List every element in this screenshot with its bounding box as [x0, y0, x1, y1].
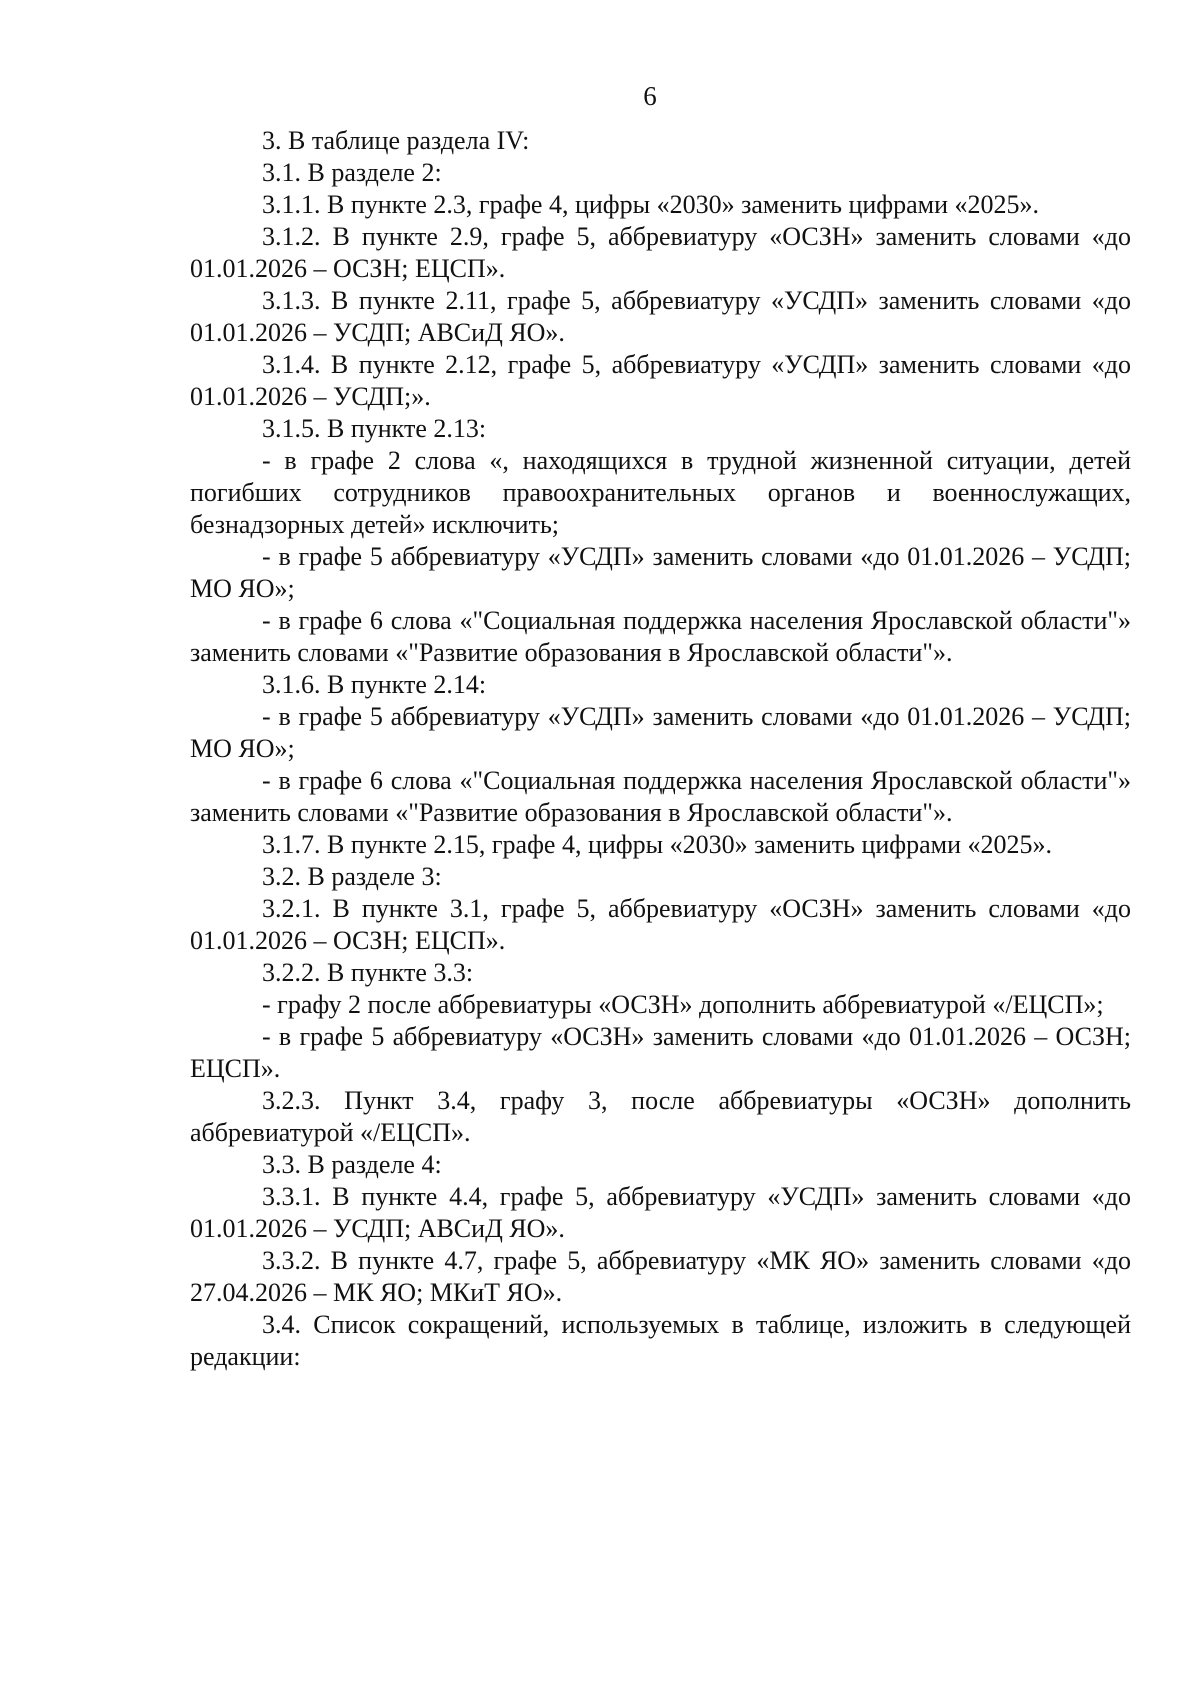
paragraph-3: 3. В таблице раздела IV:	[262, 126, 530, 155]
list-item-2-13-column-6: - в графе 6 слова «"Социальная поддержка населения Ярославской области"» заменить словами «"Развитие образования в Ярославской области"».	[190, 606, 1131, 667]
list-item-2-13-column-5: - в графе 5 аббревиатуру «УСДП» заменить словами «до 01.01.2026 – УСДП; МО ЯО»;	[190, 542, 1131, 603]
paragraph-3-1-3: 3.1.3. В пункте 2.11, графе 5, аббревиатуру «УСДП» заменить словами «до 01.01.2026 – УСДП; АВСиД ЯО».	[190, 286, 1131, 347]
paragraph-3-1-2: 3.1.2. В пункте 2.9, графе 5, аббревиатуру «ОСЗН» заменить словами «до 01.01.2026 – ОСЗН; ЕЦСП».	[190, 222, 1131, 283]
paragraph-3-1: 3.1. В разделе 2:	[262, 158, 442, 187]
list-item-2-14-column-6: - в графе 6 слова «"Социальная поддержка населения Ярославской области"» заменить словами «"Развитие образования в Ярославской области"».	[190, 766, 1131, 827]
paragraph-3-2-2: 3.2.2. В пункте 3.3:	[262, 958, 474, 987]
document-body	[190, 125, 1131, 1373]
paragraph-3-3-2: 3.3.2. В пункте 4.7, графе 5, аббревиатуру «МК ЯО» заменить словами «до 27.04.2026 – МК ЯО; МКиТ ЯО».	[190, 1246, 1131, 1307]
list-item-2-14-column-5: - в графе 5 аббревиатуру «УСДП» заменить словами «до 01.01.2026 – УСДП; МО ЯО»;	[190, 702, 1131, 763]
paragraph-3-1-4: 3.1.4. В пункте 2.12, графе 5, аббревиатуру «УСДП» заменить словами «до 01.01.2026 – УСДП;».	[190, 350, 1131, 411]
paragraph-3-2: 3.2. В разделе 3:	[262, 862, 442, 891]
paragraph-3-2-3: 3.2.3. Пункт 3.4, графу 3, после аббревиатуры «ОСЗН» дополнить аббревиатурой «/ЕЦСП».	[190, 1086, 1131, 1147]
paragraph-3-1-7: 3.1.7. В пункте 2.15, графе 4, цифры «2030» заменить цифрами «2025».	[262, 830, 1053, 859]
paragraph-3-1-6: 3.1.6. В пункте 2.14:	[262, 670, 487, 699]
list-item-2-13-column-2: - в графе 2 слова «, находящихся в трудной жизненной ситуации, детей погибших сотрудников правоохранительных органов и военнослужащих, безнадзорных детей» исключить;	[190, 446, 1131, 539]
paragraph-3-1-1: 3.1.1. В пункте 2.3, графе 4, цифры «2030» заменить цифрами «2025».	[262, 190, 1040, 219]
paragraph-3-3: 3.3. В разделе 4:	[262, 1150, 442, 1179]
paragraph-3-4: 3.4. Список сокращений, используемых в таблице, изложить в следующей редакции:	[190, 1310, 1131, 1371]
page-number: 6	[643, 81, 657, 111]
paragraph-3-1-5: 3.1.5. В пункте 2.13:	[262, 414, 487, 443]
paragraph-3-2-1: 3.2.1. В пункте 3.1, графе 5, аббревиатуру «ОСЗН» заменить словами «до 01.01.2026 – ОСЗН; ЕЦСП».	[190, 894, 1131, 955]
list-item-3-3-column-2: - графу 2 после аббревиатуры «ОСЗН» дополнить аббревиатурой «/ЕЦСП»;	[262, 990, 1104, 1019]
list-item-3-3-column-5: - в графе 5 аббревиатуру «ОСЗН» заменить словами «до 01.01.2026 – ОСЗН; ЕЦСП».	[190, 1022, 1131, 1083]
paragraph-3-3-1: 3.3.1. В пункте 4.4, графе 5, аббревиатуру «УСДП» заменить словами «до 01.01.2026 – УСДП; АВСиД ЯО».	[190, 1182, 1131, 1243]
